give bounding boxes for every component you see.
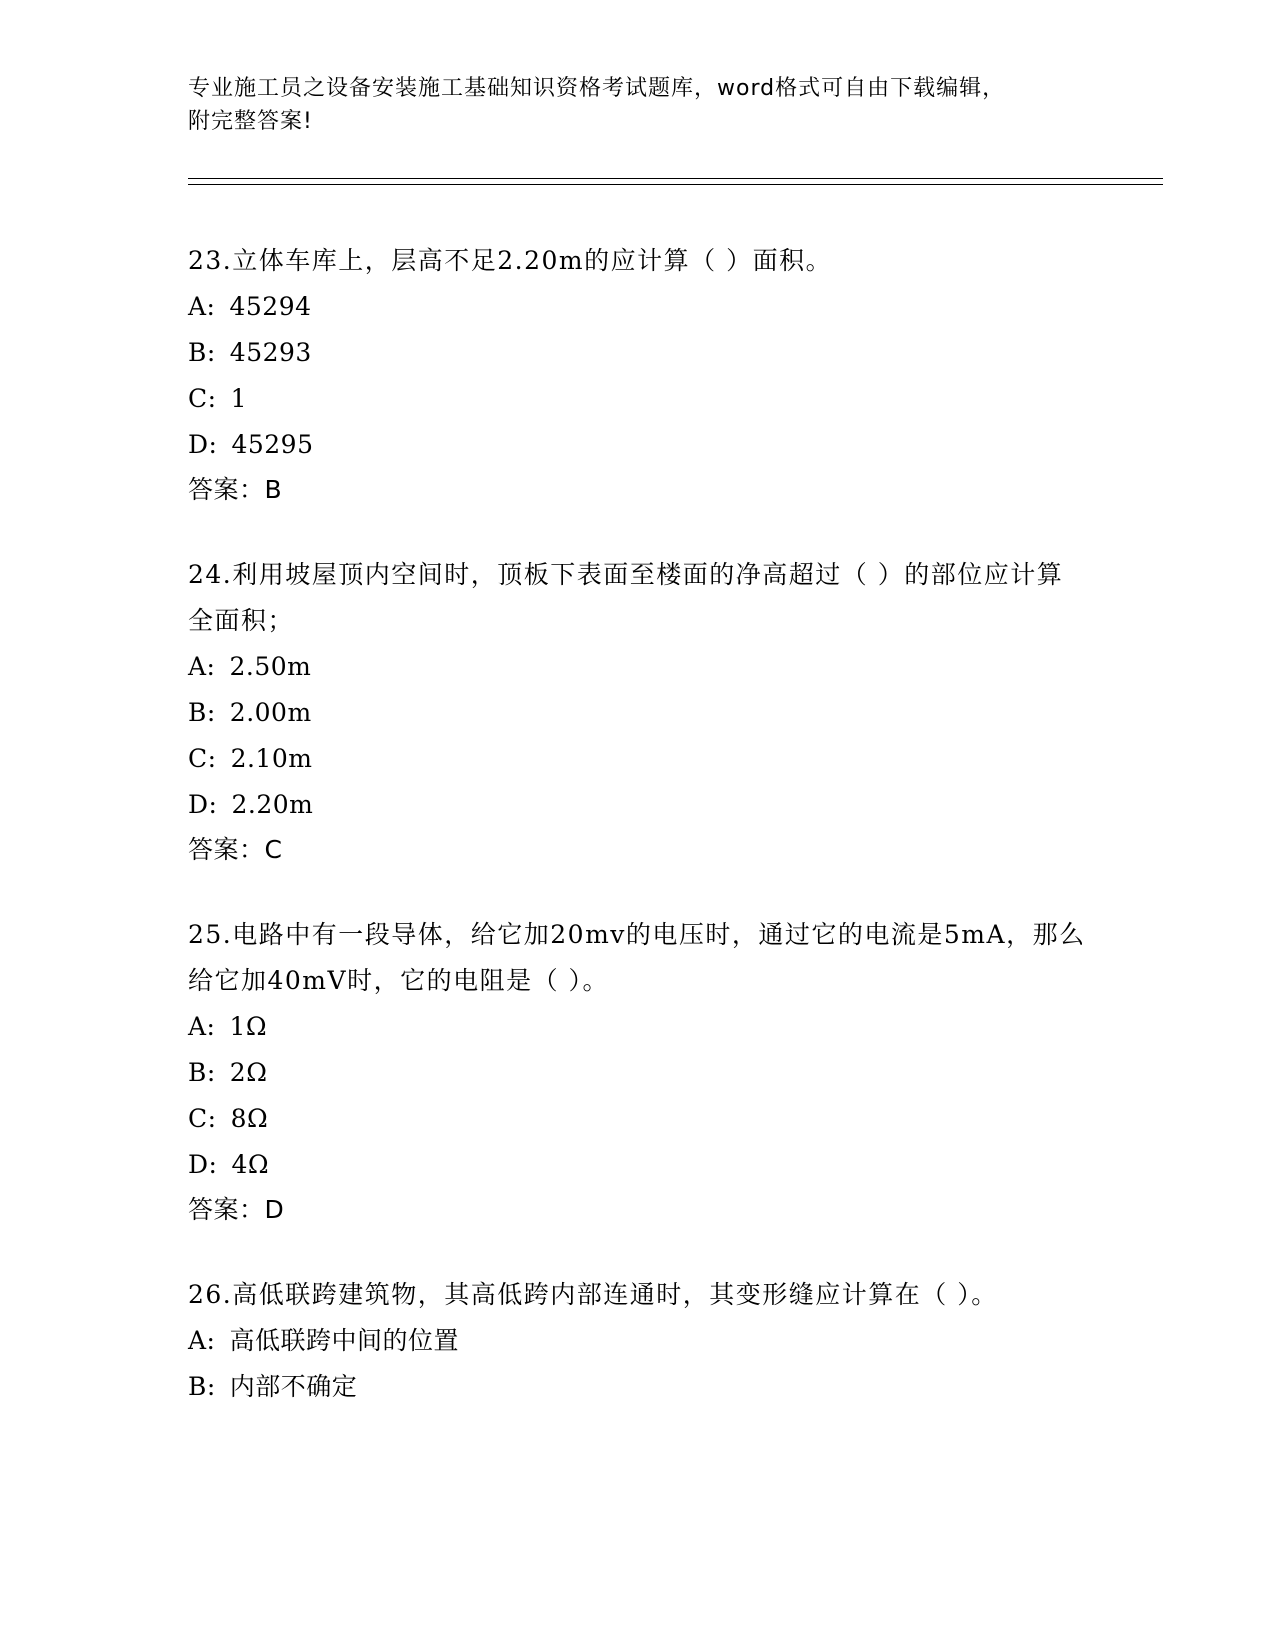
option-d	[188, 1142, 1148, 1188]
option-text: 45295	[231, 430, 314, 459]
question-stem: 25.电路中有一段导体，给它加20mv的电压时，通过它的电流是5mA，那么给它加40mV时，它的电阻是（ ）。	[188, 920, 1086, 995]
option-label: B:	[188, 1372, 216, 1401]
question-stem: 23.立体车库上，层高不足2.20m的应计算（ ）面积。	[188, 246, 833, 275]
header-divider-bottom	[188, 184, 1163, 185]
option-text: 2.10m	[230, 744, 313, 773]
option-label: A:	[188, 292, 216, 321]
option-label: D:	[188, 1150, 218, 1179]
option-label: C:	[188, 1104, 217, 1133]
option-label: D:	[188, 790, 218, 819]
header-divider-top	[188, 178, 1163, 179]
option-label: D:	[188, 430, 218, 459]
question-24	[188, 552, 1148, 872]
option-a	[188, 1318, 1148, 1364]
option-c	[188, 376, 1148, 422]
option-text: 2.00m	[229, 698, 312, 727]
header-line-1: 专业施工员之设备安装施工基础知识资格考试题库，word格式可自由下载编辑，	[188, 76, 1006, 101]
option-c	[188, 736, 1148, 782]
option-text: 4Ω	[231, 1150, 270, 1179]
option-label: B:	[188, 698, 216, 727]
option-c	[188, 1096, 1148, 1142]
option-text: 高低联跨中间的位置	[229, 1326, 459, 1355]
option-b	[188, 1364, 1148, 1410]
option-b	[188, 690, 1148, 736]
option-label: C:	[188, 744, 217, 773]
answer: 答案：D	[188, 1195, 285, 1224]
option-label: C:	[188, 384, 217, 413]
option-text: 1	[230, 384, 247, 413]
answer: 答案：B	[188, 475, 283, 504]
question-23	[188, 238, 1148, 512]
option-a	[188, 284, 1148, 330]
option-d	[188, 422, 1148, 468]
option-b	[188, 330, 1148, 376]
option-a	[188, 1004, 1148, 1050]
option-text: 2.20m	[231, 790, 314, 819]
document-header	[188, 72, 1068, 138]
option-d	[188, 782, 1148, 828]
option-text: 45293	[229, 338, 312, 367]
question-stem: 26.高低联跨建筑物，其高低跨内部连通时，其变形缝应计算在（ ）。	[188, 1280, 998, 1309]
option-label: B:	[188, 1058, 216, 1087]
option-text: 内部不确定	[229, 1372, 358, 1401]
answer: 答案：C	[188, 835, 283, 864]
option-text: 2Ω	[229, 1058, 268, 1087]
option-text: 2.50m	[229, 652, 312, 681]
question-25	[188, 912, 1148, 1232]
option-text: 8Ω	[230, 1104, 269, 1133]
option-b	[188, 1050, 1148, 1096]
option-label: A:	[188, 1012, 216, 1041]
option-label: B:	[188, 338, 216, 367]
question-list	[188, 238, 1148, 1450]
option-text: 1Ω	[229, 1012, 268, 1041]
question-stem: 24.利用坡屋顶内空间时，顶板下表面至楼面的净高超过（ ）的部位应计算全面积；	[188, 560, 1064, 635]
option-text: 45294	[229, 292, 312, 321]
option-a	[188, 644, 1148, 690]
option-label: A:	[188, 1326, 216, 1355]
header-line-2: 附完整答案!	[188, 109, 313, 134]
question-26	[188, 1272, 1148, 1410]
option-label: A:	[188, 652, 216, 681]
